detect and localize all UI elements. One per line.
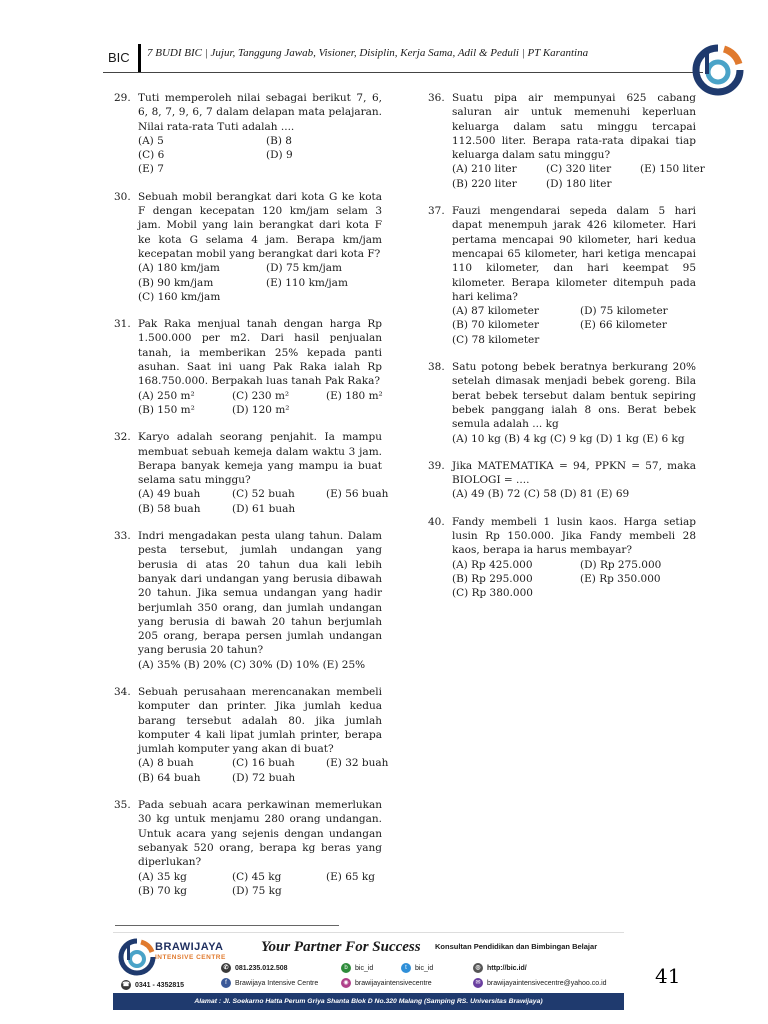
instagram-icon: ◉	[341, 978, 351, 988]
banner-web[interactable]	[473, 963, 527, 973]
banner-twitter-text: bic_id	[415, 964, 434, 972]
question-number: 38.	[428, 361, 445, 374]
answer-options	[138, 389, 382, 418]
question-number: 32.	[114, 431, 131, 444]
question-item	[428, 204, 696, 347]
answer-option: (D) 120 m²	[232, 403, 290, 416]
answer-option: (E) 32 buah	[326, 757, 389, 770]
answer-options	[138, 487, 389, 516]
answer-option: (B) 220 liter	[452, 177, 517, 190]
answer-option: (A) 250 m²	[138, 389, 195, 402]
answer-option: (B) 64 buah	[138, 771, 201, 784]
question-item	[114, 91, 382, 177]
answer-option: (A) 35 kg	[138, 870, 187, 883]
answer-options	[452, 304, 696, 347]
banner-phone2-text: 0341 - 4352815	[135, 981, 185, 989]
page-header	[103, 44, 673, 74]
question-text: Fandy membeli 1 lusin kaos. Harga setiap lusin Rp 150.000. Jika Fandy membeli 28 kaos, berapa ia harus membayar?	[452, 515, 696, 557]
question-item	[114, 190, 382, 304]
answer-option: (A) 8 buah	[138, 757, 194, 770]
questions-left-column	[114, 91, 389, 911]
answer-options-line: (A) 49 (B) 72 (C) 58 (D) 81 (E) 69	[452, 488, 630, 501]
banner-instagram-text: brawijayaintensivecentre	[355, 979, 432, 987]
question-text: Jika MATEMATIKA = 94, PPKN = 57, maka BIOLOGI = ....	[452, 459, 696, 487]
answer-option: (C) 45 kg	[232, 870, 282, 883]
answer-option: (B) 58 buah	[138, 502, 201, 515]
answer-option: (E) Rp 350.000	[580, 572, 661, 585]
answer-option: (C) 320 liter	[546, 163, 612, 176]
question-item	[114, 685, 389, 785]
answer-options-line: (A) 10 kg (B) 4 kg (C) 9 kg (D) 1 kg (E) 6 kg	[452, 432, 685, 445]
twitter-icon: t	[401, 963, 411, 973]
answer-options	[138, 134, 382, 177]
question-number: 39.	[428, 459, 445, 472]
question-number: 33.	[114, 530, 131, 543]
question-item	[114, 317, 382, 417]
answer-option: (E) 56 buah	[326, 488, 389, 501]
question-number: 31.	[114, 318, 131, 331]
question-text: Fauzi mengendarai sepeda dalam 5 hari dapat menempuh jarak 426 kilometer. Hari pertama mencapai 90 kilometer, hari kedua mencapai 65 kilometer, hari ketiga mencapai 110 kilometer, dan hari keempat 95 kilometer. Berapa kilometer ditempuh pada hari kelima?	[452, 205, 696, 303]
answer-option: (D) 72 buah	[232, 771, 296, 784]
banner-brand-name: BRAWIJAYA	[155, 941, 224, 953]
banner-phone2	[121, 980, 184, 990]
question-number: 40.	[428, 515, 445, 528]
banner-web-text[interactable]: http://bic.id/	[487, 964, 527, 972]
answer-option: (C) 6	[138, 149, 165, 162]
banner-instagram	[341, 978, 432, 988]
answer-option: (C) 78 kilometer	[452, 333, 540, 346]
answer-option: (E) 180 m²	[326, 389, 383, 402]
question-text: Tuti memperoleh nilai sebagai berikut 7, 6, 6, 8, 7, 9, 6, 7 dalam delapan mata pelajaran. Nilai rata-rata Tuti adalah ....	[138, 92, 382, 133]
answer-options	[138, 870, 382, 899]
question-text: Pak Raka menjual tanah dengan harga Rp 1.500.000 per m2. Dari hasil penjualan tanah, ia memberikan 25% kepada panti asuhan. Saat ini uang Pak Raka ialah Rp 168.750.000. Berpakah luas tanah Pak Raka?	[138, 318, 382, 388]
telephone-icon: ☎	[122, 982, 130, 988]
answer-options	[138, 261, 382, 304]
header-bic-label: BIC	[108, 50, 130, 65]
question-number: 30.	[114, 190, 131, 203]
question-text: Sebuah mobil berangkat dari kota G ke kota F dengan kecepatan 120 km/jam selam 3 jam. Mobil yang lain berangkat dari kota F ke kota G selama 4 jam. Berapa km/jam kecepatan mobil yang berangkat dari kota F?	[138, 190, 382, 260]
banner-description: Konsultan Pendidikan dan Bimbingan Belajar	[435, 942, 598, 951]
question-item	[428, 459, 696, 502]
mail-icon: ✉	[473, 978, 483, 988]
header-divider	[138, 44, 141, 72]
banner-email-text[interactable]: brawijayaintensivecentre@yahoo.co.id	[487, 979, 607, 987]
question-number: 29.	[114, 92, 131, 104]
answer-option: (D) Rp 275.000	[580, 558, 662, 571]
banner-facebook-text: Brawijaya Intensive Centre	[235, 979, 319, 987]
answer-option: (B) 70 kg	[138, 884, 188, 897]
question-text: Sebuah perusahaan merencanakan membeli komputer dan printer. Jika jumlah kedua barang tersebut adalah 80. jika jumlah komputer 4 kali lipat jumlah printer, berapa jumlah komputer yang akan di buat?	[138, 685, 382, 756]
answer-option: (E) 7	[138, 163, 164, 176]
question-text: Indri mengadakan pesta ulang tahun. Dalam pesta tersebut, jumlah undangan yang berusia di atas 20 tahun dua kali lebih banyak dari undangan yang berusia dibawah 20 tahun. Jika semua undangan yang hadir berjumlah 350 orang, dan jumlah undangan yang berusia di bawah 20 tahun berjumlah 205 orang, berapa persen jumlah undangan yang berusia 20 tahun?	[138, 530, 382, 657]
banner-bbm-text: bic_id	[355, 964, 374, 972]
facebook-icon: f	[221, 978, 231, 988]
answer-option: (C) 16 buah	[232, 757, 295, 770]
question-item	[114, 430, 389, 516]
footer-rule	[115, 925, 339, 926]
answer-option: (B) 150 m²	[138, 403, 195, 416]
banner-phone1-text: 081.235.012.508	[235, 964, 288, 972]
question-item	[428, 91, 705, 191]
banner-twitter	[401, 963, 433, 973]
question-item	[428, 515, 696, 601]
answer-option: (B) Rp 295.000	[452, 572, 533, 585]
answer-option: (B) 90 km/jam	[138, 276, 214, 289]
banner-phone1	[221, 963, 288, 973]
answer-option: (A) 87 kilometer	[452, 305, 539, 318]
answer-option: (C) 230 m²	[232, 389, 290, 402]
answer-options-line: (A) 35% (B) 20% (C) 30% (D) 10% (E) 25%	[138, 658, 366, 671]
answer-option: (C) Rp 380.000	[452, 587, 533, 600]
phone-icon: ✆	[221, 963, 231, 973]
answer-option: (D) 9	[266, 149, 293, 162]
banner-bbm	[341, 963, 373, 973]
banner-email[interactable]	[473, 978, 607, 988]
question-item	[428, 360, 696, 446]
question-item	[114, 798, 382, 898]
answer-option: (E) 66 kilometer	[580, 319, 667, 332]
answer-options	[452, 162, 705, 191]
answer-option: (B) 8	[266, 134, 292, 147]
answer-option: (A) 180 km/jam	[138, 262, 220, 275]
answer-option: (A) 5	[138, 134, 164, 147]
question-text: Satu potong bebek beratnya berkurang 20% setelah dimasak menjadi bebek goreng. Bila berat bebek tersebut dalam bentuk sepiring bebek panggang ialah 8 ons. Berat bebek semula adalah ... kg	[452, 361, 696, 431]
questions-right-column	[428, 91, 705, 614]
question-text: Pada sebuah acara perkawinan memerlukan 30 kg untuk menjamu 280 orang undangan. Untuk acara yang sejenis dengan undangan sebanyak 520 orang, berapa kg beras yang diperlukan?	[138, 799, 382, 869]
banner-brand-sub: INTENSIVE CENTRE	[155, 954, 226, 961]
answer-option: (A) 49 buah	[138, 488, 201, 501]
answer-option: (D) 61 buah	[232, 502, 296, 515]
answer-option: (E) 110 km/jam	[266, 276, 348, 289]
answer-options	[452, 558, 696, 601]
header-motto: 7 BUDI BIC | Jujur, Tanggung Jawab, Visioner, Disiplin, Kerja Sama, Adil & Peduli | PT Karantina	[147, 47, 589, 59]
answer-options	[138, 756, 389, 785]
question-item	[114, 529, 382, 672]
answer-option: (C) 52 buah	[232, 488, 295, 501]
question-number: 35.	[114, 799, 131, 812]
banner-address: Alamat : Jl. Soekarno Hatta Perum Griya Shanta Blok D No.320 Malang (Samping RS. Universitas Brawijaya)	[113, 993, 624, 1010]
answer-option: (A) Rp 425.000	[452, 558, 533, 571]
answer-option: (D) 75 km/jam	[266, 262, 342, 275]
bic-logo-icon	[690, 42, 746, 98]
answer-option: (B) 70 kilometer	[452, 319, 539, 332]
answer-option: (D) 75 kg	[232, 884, 282, 897]
question-text: Karyo adalah seorang penjahit. Ia mampu membuat sebuah kemeja dalam waktu 3 jam. Berapa banyak kemeja yang mampu ia buat selama satu minggu?	[138, 431, 382, 487]
answer-option: (D) 75 kilometer	[580, 305, 668, 318]
answer-option: (A) 210 liter	[452, 163, 517, 176]
answer-option: (E) 150 liter	[640, 163, 705, 176]
page-number: 41	[655, 964, 681, 988]
header-rule	[103, 72, 703, 73]
brawijaya-logo-icon	[117, 937, 157, 981]
banner-tagline: Your Partner For Success	[261, 939, 421, 955]
answer-option: (D) 180 liter	[546, 177, 612, 190]
question-text: Suatu pipa air mempunyai 625 cabang saluran air untuk memenuhi keperluan keluarga dalam satu minggu tercapai 112.500 liter. Berapa rata-rata dipakai tiap keluarga dalam satu minggu?	[452, 92, 696, 162]
question-number: 37.	[428, 205, 445, 218]
answer-option: (C) 160 km/jam	[138, 290, 221, 303]
banner-facebook	[221, 978, 318, 988]
bbm-icon: b	[341, 963, 351, 973]
question-number: 34.	[114, 685, 131, 698]
footer-banner	[113, 932, 624, 1010]
question-number: 36.	[428, 92, 445, 104]
globe-icon: ◎	[473, 963, 483, 973]
answer-option: (E) 65 kg	[326, 870, 375, 883]
